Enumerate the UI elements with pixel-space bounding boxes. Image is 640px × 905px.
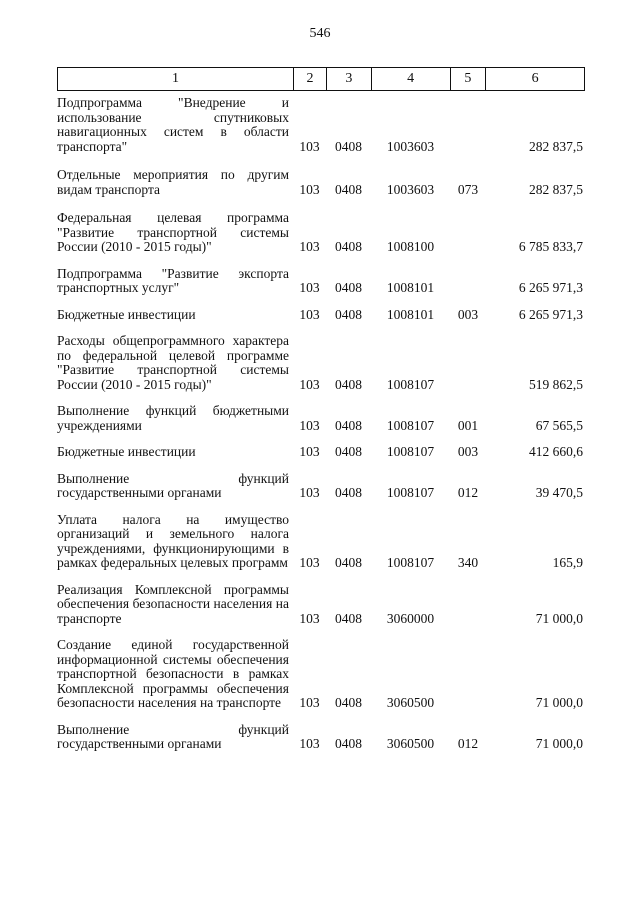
header-col-1: 1 <box>172 71 180 86</box>
row-expense-type: 003 <box>457 306 479 322</box>
row-target-article: 1003603 <box>386 138 435 154</box>
header-col-5: 5 <box>450 68 486 90</box>
row-target-article: 1008101 <box>386 280 435 295</box>
row-expense-type: 073 <box>457 181 479 197</box>
table-row <box>57 308 585 323</box>
row-target-article: 1008100 <box>386 239 435 254</box>
row-name: Подпрограмма "Внедрение и использование спутниковых навигационных систем в области транспорта" <box>57 95 289 154</box>
row-amount: 67 565,5 <box>535 417 583 433</box>
row-name: Реализация Комплексной программы обеспечения безопасности населения на транспорте <box>57 581 289 626</box>
row-section: 103 <box>299 306 320 322</box>
row-amount: 71 000,0 <box>535 610 583 626</box>
page-number: 546 <box>309 26 331 41</box>
row-amount: 412 660,6 <box>529 444 583 459</box>
row-expense-type: 012 <box>457 485 479 500</box>
row-amount: 282 837,5 <box>529 138 583 154</box>
row-subsection: 0408 <box>335 181 362 197</box>
table-row <box>57 445 585 460</box>
header-col-2: 2 <box>293 68 326 90</box>
table-header <box>57 67 585 91</box>
row-subsection: 0408 <box>335 444 362 459</box>
row-name: Выполнение функций государственными органами <box>57 721 289 751</box>
row-subsection: 0408 <box>335 555 362 570</box>
row-target-article: 1003603 <box>386 181 435 197</box>
row-target-article: 1008107 <box>386 444 435 459</box>
row-expense-type: 001 <box>457 417 479 433</box>
row-section: 103 <box>299 444 320 459</box>
row-name: Расходы общепрограммного характера по федеральной целевой программе "Развитие транспортной системы России (2010 - 2015 годы)" <box>57 333 289 392</box>
row-section: 103 <box>299 376 320 392</box>
row-subsection: 0408 <box>335 306 362 322</box>
table-row <box>57 334 585 392</box>
row-name: Федеральная целевая программа "Развитие транспортной системы России (2010 - 2015 годы)" <box>57 210 289 254</box>
row-amount: 519 862,5 <box>529 376 583 392</box>
row-expense-type: 003 <box>457 444 479 459</box>
table-row <box>57 583 585 627</box>
row-target-article: 3060500 <box>386 736 435 751</box>
row-section: 103 <box>299 239 320 254</box>
table-row <box>57 513 585 571</box>
row-name: Выполнение функций государственными органами <box>57 470 289 500</box>
header-col-3: 3 <box>326 68 371 90</box>
row-section: 103 <box>299 610 320 626</box>
row-target-article: 1008107 <box>386 485 435 500</box>
row-amount: 71 000,0 <box>535 695 583 710</box>
row-subsection: 0408 <box>335 417 362 433</box>
table-row <box>57 723 585 752</box>
row-name: Подпрограмма "Развитие экспорта транспортных услуг" <box>57 265 289 295</box>
row-expense-type: 012 <box>457 736 479 751</box>
row-name: Бюджетные инвестиции <box>57 444 196 459</box>
table-row <box>57 404 585 433</box>
row-amount: 282 837,5 <box>529 181 583 197</box>
row-target-article: 1008107 <box>386 417 435 433</box>
row-amount: 6 265 971,3 <box>518 306 583 322</box>
row-section: 103 <box>299 695 320 710</box>
row-target-article: 3060500 <box>386 695 435 710</box>
header-col-6: 6 <box>485 68 584 90</box>
row-name: Создание единой государственной информационной системы обеспечения транспортной безопасности в рамках Комплексной программы обеспечения безопасности населения на транспорте <box>57 637 289 710</box>
row-target-article: 1008107 <box>386 376 435 392</box>
row-subsection: 0408 <box>335 485 362 500</box>
row-section: 103 <box>299 555 320 570</box>
row-name: Выполнение функций бюджетными учреждениями <box>57 403 289 433</box>
row-target-article: 1008101 <box>386 306 435 322</box>
row-amount: 165,9 <box>552 555 583 570</box>
row-name: Отдельные мероприятия по другим видам транспорта <box>57 167 289 197</box>
header-col-4: 4 <box>371 68 450 90</box>
row-section: 103 <box>299 280 320 295</box>
table-row <box>57 638 585 711</box>
row-target-article: 3060000 <box>386 610 435 626</box>
row-section: 103 <box>299 736 320 751</box>
row-subsection: 0408 <box>335 280 362 295</box>
row-subsection: 0408 <box>335 376 362 392</box>
row-target-article: 1008107 <box>386 555 435 570</box>
row-section: 103 <box>299 485 320 500</box>
table-row <box>57 267 585 296</box>
row-subsection: 0408 <box>335 695 362 710</box>
row-subsection: 0408 <box>335 736 362 751</box>
row-expense-type: 340 <box>457 555 479 570</box>
row-subsection: 0408 <box>335 138 362 154</box>
row-section: 103 <box>299 138 320 154</box>
table-row <box>57 96 585 154</box>
row-section: 103 <box>299 417 320 433</box>
row-amount: 6 785 833,7 <box>518 239 583 254</box>
table-row <box>57 168 585 197</box>
row-section: 103 <box>299 181 320 197</box>
row-name: Бюджетные инвестиции <box>57 306 196 322</box>
row-subsection: 0408 <box>335 239 362 254</box>
row-amount: 6 265 971,3 <box>518 280 583 295</box>
table-row <box>57 472 585 501</box>
table-row <box>57 211 585 255</box>
row-amount: 39 470,5 <box>535 485 583 500</box>
table-body <box>57 96 585 752</box>
row-subsection: 0408 <box>335 610 362 626</box>
row-name: Уплата налога на имущество организаций и земельного налога учреждениями, функционирующими в рамках федеральных целевых программ <box>57 511 289 570</box>
row-amount: 71 000,0 <box>535 736 583 751</box>
